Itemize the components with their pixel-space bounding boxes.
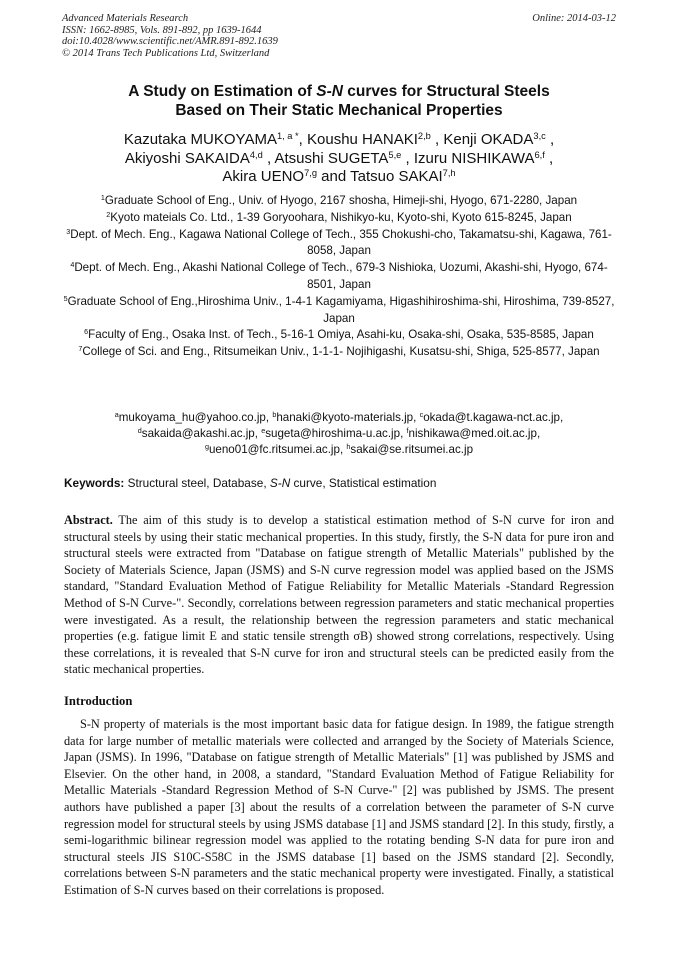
email-sup: d <box>137 426 142 436</box>
keywords-label: Keywords: <box>64 476 125 490</box>
affiliation-number: 1 <box>100 193 105 203</box>
affiliation-item <box>60 260 618 294</box>
title-line-2: Based on Their Static Mechanical Properties <box>175 102 503 119</box>
paper-title <box>40 82 638 120</box>
affiliation-text: Graduate School of Eng.,Hiroshima Univ., 1-4-1 Kagamiyama, Higashihiroshima-shi, Hiroshima, 739-8527, Japan <box>67 294 615 325</box>
affiliation-item <box>60 344 618 361</box>
author-name: Akiyoshi SAKAIDA <box>124 149 250 167</box>
author-sup: 6,f <box>534 149 545 160</box>
affiliation-number: 4 <box>70 260 75 270</box>
doi-line: doi:10.4028/www.scientific.net/AMR.891-892.1639 <box>62 36 278 48</box>
title-text-b: curves for Structural Steels <box>342 83 550 100</box>
author-sep: , <box>430 131 444 148</box>
author-name: Kenji OKADA <box>443 131 534 148</box>
keywords-line <box>64 476 436 490</box>
email-sup: h <box>346 442 351 452</box>
email-address[interactable]: okada@t.kagawa-nct.ac.jp <box>423 411 560 424</box>
author-list <box>40 131 638 187</box>
email-sup: b <box>272 410 277 420</box>
affiliation-number: 3 <box>66 226 71 236</box>
title-text-a: A Study on Estimation of <box>128 83 317 100</box>
keywords-italic: S-N <box>269 476 291 490</box>
affiliation-list <box>60 193 618 361</box>
email-sup: g <box>204 442 209 452</box>
affiliation-text: Dept. of Mech. Eng., Akashi National College of Tech., 679-3 Nishioka, Uozumi, Akashi-shi, Hyogo, 674-8501, Japan <box>74 261 608 291</box>
email-address[interactable]: mukoyama_hu@yahoo.co.jp <box>118 411 266 424</box>
author-sup: 1, a * <box>276 130 299 141</box>
author-sup: 4,d <box>249 149 263 160</box>
author-sup: 7,g <box>304 167 318 178</box>
author-sep: , <box>545 131 555 148</box>
author-sup: 7,h <box>442 167 456 178</box>
author-line <box>40 150 638 169</box>
introduction-heading: Introduction <box>64 694 133 708</box>
author-sep: , <box>544 149 554 167</box>
copyright-line: © 2014 Trans Tech Publications Ltd, Switzerland <box>62 47 270 59</box>
online-date: Online: 2014-03-12 <box>532 13 616 24</box>
email-address[interactable]: sakai@se.ritsumei.ac.jp <box>350 443 474 456</box>
author-sep: , <box>298 131 308 148</box>
author-name: Tatsuo SAKAI <box>350 168 443 185</box>
affiliation-text: Faculty of Eng., Osaka Inst. of Tech., 5-16-1 Omiya, Asahi-ku, Osaka-shi, Osaka, 535-8585, Japan <box>88 328 594 342</box>
affiliation-number: 5 <box>63 293 68 303</box>
author-line <box>40 131 638 150</box>
affiliation-item <box>60 193 618 210</box>
affiliation-number: 6 <box>84 327 89 337</box>
author-name: Koushu HANAKI <box>307 131 418 148</box>
email-address[interactable]: nishikawa@med.oit.ac.jp <box>408 427 537 440</box>
affiliation-text: Graduate School of Eng., Univ. of Hyogo, 2167 shosha, Himeji-shi, Hyogo, 671-2280, Japan <box>104 194 578 207</box>
keywords-text-a: Structural steel, Database, <box>124 476 270 490</box>
email-sup: f <box>406 426 409 436</box>
email-list <box>60 410 618 458</box>
email-line: $^g$ueno01@fc.ritsumei.ac.jp, $^h$sakai@se.ritsumei.ac.jp <box>204 442 474 456</box>
title-line-1 <box>40 82 638 101</box>
affiliation-text: College of Sci. and Eng., Ritsumeikan Univ., 1-1-1- Nojihigashi, Kusatsu-shi, Shiga, 525-8577, Japan <box>82 345 600 359</box>
affiliation-number: 2 <box>106 209 111 219</box>
introduction-paragraph: S-N property of materials is the most important basic data for fatigue design. In 1989, the fatigue strength data for large number of metallic materials were collected and arranged by the Society of Materials Science, Japan (JSMS). In 1996, "Database on fatigue strength of Metallic Materials" [1] was published by JSMS and Elsevier. On the other hand, in 2008, a standard, "Standard Evaluation Method of Fatigue Reliability for Metallic Materials -Standard Regression Method of S-N Curve-" [2] was published by JSMS. The present authors have published a paper [3] about the results of a correlation between the parameter of S-N curve regression model for structural steels by using JSMS database [1] and JSMS standard [2]. In this study, firstly, a semi-logarithmic bilinear regression model was applied to the rotating bending S-N data for pure iron and structural steels JIS S10C-S58C in the JSMS database [1] based on the JSMS standard [2]. Secondly, correlations between S-N parameters and the static mechanical property were investigated. Finally, a statistical Estimation of S-N curves based on their correlations is proposed. <box>64 717 614 897</box>
abstract-paragraph <box>64 512 614 678</box>
author-name: Atsushi SUGETA <box>274 149 389 167</box>
affiliation-number: 7 <box>78 344 83 354</box>
email-sup: c <box>419 410 424 420</box>
author-line <box>40 168 638 187</box>
affiliation-text: Dept. of Mech. Eng., Kagawa National College of Tech., 355 Chokushi-cho, Takamatsu-shi, Kagawa, 761-8058, Japan <box>70 227 612 258</box>
keywords-text-b: curve, Statistical estimation <box>290 476 437 490</box>
email-address[interactable]: ueno01@fc.ritsumei.ac.jp <box>208 443 340 456</box>
affiliation-text: Kyoto mateials Co. Ltd., 1-39 Goryoohara, Nishikyo-ku, Kyoto-shi, Kyoto 615-8245, Japan <box>110 210 572 224</box>
introduction-section <box>64 716 614 899</box>
affiliation-item <box>60 294 618 328</box>
email-sup: a <box>114 410 119 420</box>
affiliation-item <box>60 210 618 227</box>
issn-line: ISSN: 1662-8985, Vols. 891-892, pp 1639-1644 <box>62 24 262 36</box>
abstract-section <box>64 512 614 678</box>
author-sep: and <box>317 168 351 185</box>
author-name: Kazutaka MUKOYAMA <box>123 131 277 148</box>
email-sup: e <box>261 426 266 436</box>
abstract-label: Abstract. <box>64 513 113 527</box>
journal-name: Advanced Materials Research <box>62 13 189 24</box>
email-line: $^d$sakaida@akashi.ac.jp, $^e$sugeta@hiroshima-u.ac.jp, $^f$nishikawa@med.oit.ac.jp, <box>137 426 541 440</box>
title-text-italic: S-N <box>316 83 343 100</box>
email-address[interactable]: sakaida@akashi.ac.jp <box>141 427 255 440</box>
author-sep: , <box>262 149 275 167</box>
author-sup: 5,e <box>388 149 402 160</box>
author-sup: 2,b <box>417 130 431 141</box>
author-sup: 3,c <box>533 130 546 141</box>
abstract-text: The aim of this study is to develop a statistical estimation method of S-N curve for iron and structural steels by using their static mechanical properties. In this study, firstly, the S-N data for pure iron and structural steels were extracted from "Database on fatigue strength of Metallic Materials" published by the Society of Materials Science, Japan (JSMS) and S-N curve regression model was applied based on the JSMS standard, "Standard Evaluation Method of Fatigue Reliability for Metallic Materials -Standard Regression Method of S-N Curve-". Secondly, correlations between regression parameters and static mechanical properties were investigated. As a result, the relationship between the regression parameters and static mechanical properties (e.g. fatigue limit E and static tensile strength σB) showed strong correlations, respectively. Using these correlations, it is revealed that S-N curve for iron and structural steels can be predicted easily from the static mechanical properties. <box>64 513 614 677</box>
affiliation-item <box>60 227 618 261</box>
affiliation-item <box>60 327 618 344</box>
email-line: $^a$mukoyama_hu@yahoo.co.jp, $^b$hanaki@kyoto-materials.jp, $^c$okada@t.kagawa-nct.ac.jp, <box>114 410 564 424</box>
email-address[interactable]: hanaki@kyoto-materials.jp <box>276 411 414 424</box>
author-sep: , <box>401 149 414 167</box>
email-address[interactable]: sugeta@hiroshima-u.ac.jp <box>265 427 401 440</box>
journal-header <box>62 13 278 59</box>
author-name: Akira UENO <box>222 168 305 185</box>
author-name: Izuru NISHIKAWA <box>413 149 535 167</box>
